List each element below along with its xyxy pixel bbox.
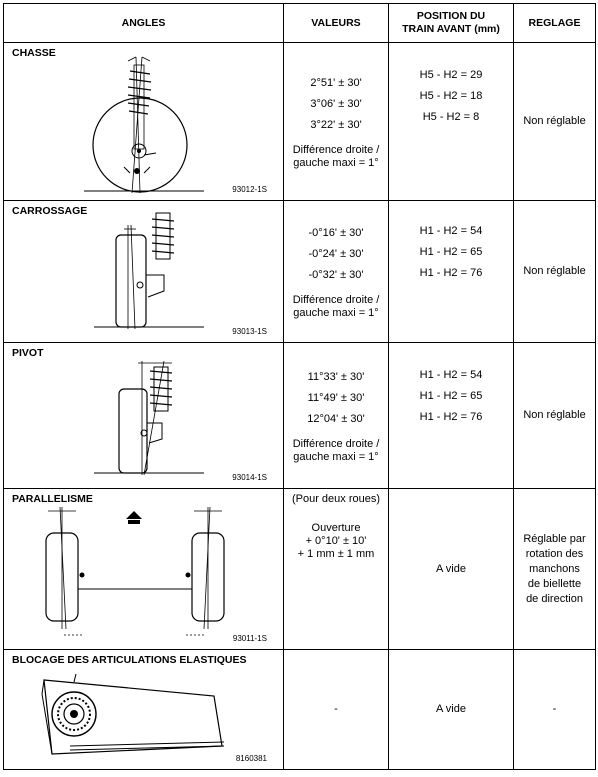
position-item: H1 - H2 = 65 [419, 390, 483, 402]
header-position-line2: TRAIN AVANT (mm) [402, 23, 500, 35]
bushing-diagram [4, 650, 284, 770]
value-item: 11°49' ± 30' [307, 392, 365, 404]
reglage-line: manchons [529, 562, 580, 575]
angle-cell-parallelisme [4, 489, 284, 650]
angle-name: CHASSE [12, 47, 56, 59]
position-cell-parallelisme: A vide [389, 489, 514, 650]
position-cell-blocage: A vide [389, 650, 514, 770]
angle-name: CARROSSAGE [12, 205, 88, 217]
table-row-parallelisme [4, 489, 596, 650]
position-item: H5 - H2 = 29 [419, 69, 483, 81]
table-row-chasse [4, 43, 596, 201]
angle-cell-pivot [4, 343, 284, 489]
value-item: 3°06' ± 30' [310, 98, 362, 110]
reglage-line: rotation des [525, 547, 584, 560]
figure-ref: 93011-1S [232, 634, 267, 643]
diff-note-line1: Différence droite / [292, 438, 380, 450]
diff-note [284, 294, 388, 320]
position-item: H1 - H2 = 54 [419, 369, 483, 381]
angle-name: BLOCAGE DES ARTICULATIONS ELASTIQUES [12, 654, 247, 666]
value-item: -0°16' ± 30' [308, 227, 364, 239]
reglage-cell-chasse: Non réglable [514, 43, 596, 201]
value-item: -0°32' ± 30' [308, 269, 364, 281]
header-position [389, 4, 514, 43]
reglage-cell-pivot: Non réglable [514, 343, 596, 489]
value-item: + 1 mm ± 1 mm [297, 548, 375, 560]
angle-name: PIVOT [12, 347, 44, 359]
angle-cell-chasse [4, 43, 284, 201]
diff-note-line2: gauche maxi = 1° [293, 307, 379, 319]
values-cell-pivot [284, 343, 389, 489]
header-row [4, 4, 596, 43]
camber-diagram [4, 201, 284, 343]
table-row-carrossage [4, 201, 596, 343]
kingpin-diagram [4, 343, 284, 489]
header-valeurs: VALEURS [284, 4, 389, 43]
toe-diagram [4, 489, 284, 650]
header-angles: ANGLES [4, 4, 284, 43]
figure-ref: 93012-1S [232, 185, 267, 194]
values-cell-parallelisme [284, 489, 389, 650]
position-cell-carrossage [389, 201, 514, 343]
reglage-line: de biellette [527, 577, 582, 590]
figure-ref: 93013-1S [232, 327, 267, 336]
header-reglage: REGLAGE [514, 4, 596, 43]
position-item: H5 - H2 = 18 [419, 90, 483, 102]
figure-ref: 93014-1S [232, 473, 267, 482]
value-label: Ouverture [311, 522, 361, 534]
position-item: H1 - H2 = 65 [419, 246, 483, 258]
position-item: H1 - H2 = 54 [419, 225, 483, 237]
value-item: 12°04' ± 30' [307, 413, 365, 425]
diff-note-line2: gauche maxi = 1° [293, 157, 379, 169]
caster-diagram [4, 43, 284, 201]
value-item: + 0°10' ± 10' [305, 535, 367, 547]
angle-cell-blocage [4, 650, 284, 770]
diff-note-line1: Différence droite / [292, 144, 380, 156]
reglage-line: de direction [526, 592, 583, 605]
reglage-cell-carrossage: Non réglable [514, 201, 596, 343]
position-item: H1 - H2 = 76 [419, 411, 483, 423]
reglage-line: Réglable par [523, 532, 586, 545]
reglage-cell-parallelisme [514, 489, 596, 650]
angle-name: PARALLELISME [12, 493, 93, 505]
position-cell-chasse [389, 43, 514, 201]
value-item: 3°22' ± 30' [310, 119, 362, 131]
table-row-blocage [4, 650, 596, 770]
alignment-spec-table [3, 3, 596, 770]
diff-note-line2: gauche maxi = 1° [293, 451, 379, 463]
figure-ref: 8160381 [235, 754, 267, 763]
header-position-line1: POSITION DU [416, 10, 486, 22]
value-item: 11°33' ± 30' [307, 371, 365, 383]
diff-note-line1: Différence droite / [292, 294, 380, 306]
position-item: H5 - H2 = 8 [422, 111, 480, 123]
angle-cell-carrossage [4, 201, 284, 343]
value-item: -0°24' ± 30' [308, 248, 364, 260]
values-cell-carrossage [284, 201, 389, 343]
values-cell-chasse [284, 43, 389, 201]
position-item: H1 - H2 = 76 [419, 267, 483, 279]
value-note: (Pour deux roues) [291, 493, 381, 505]
diff-note [284, 438, 388, 464]
diff-note [284, 144, 388, 170]
values-cell-blocage: - [284, 650, 389, 770]
position-cell-pivot [389, 343, 514, 489]
table-row-pivot [4, 343, 596, 489]
reglage-cell-blocage: - [514, 650, 596, 770]
value-item: 2°51' ± 30' [310, 77, 362, 89]
